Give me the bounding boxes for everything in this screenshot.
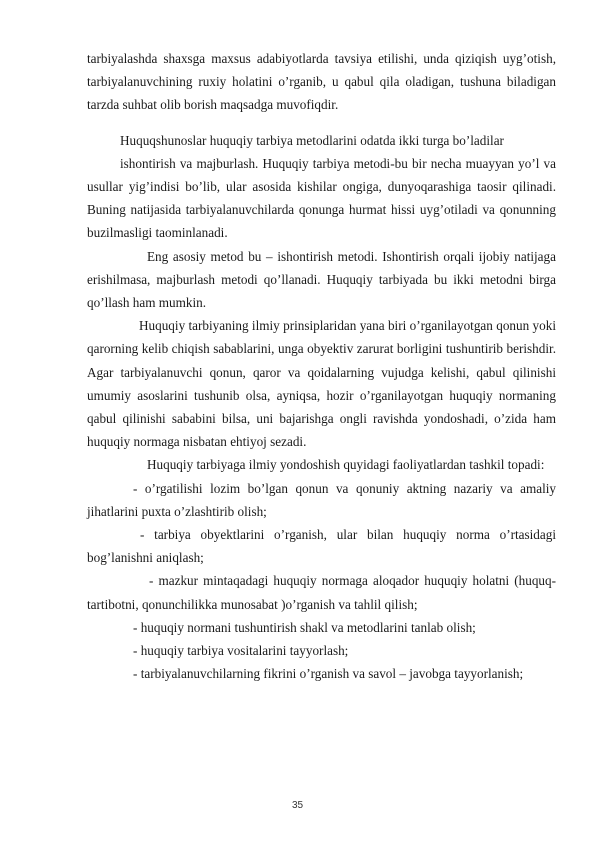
paragraph-intro: tarbiyalashda shaxsga maxsus adabiyotlarda tavsiya etilishi, unda qiziqish uyg’otish, tarbiyalanuvchining ruxiy holatini o’rganib, u qabul qila oladigan, tushuna biladigan tarzda suhbat olib borish maqsadga muvofiqdir. [87,51,556,113]
list-item: - o’rgatilishi lozim bo’lgan qonun va qonuniy aktning nazariy va amaliy jihatlarini puxta o’zlashtirib olish; [87,480,556,519]
list-item: - mazkur mintaqadagi huquqiy normaga aloqador huquqiy holatni (huquq-tartibotni, qonunchilikka munosabat )o’rganish va tahlil qilish; [87,573,556,612]
paragraph-methods-heading: Huquqshunoslar huquqiy tarbiya metodlarini odatda ikki turga bo’ladilar [120,132,504,148]
list-item: - huquqiy normani tushuntirish shakl va metodlarini tanlab olish; [133,619,476,635]
list-item: - tarbiya obyektlarini o’rganish, ular bilan huquqiy norma o’rtasidagi bog’lanishni aniqlash; [87,527,556,566]
paragraph-persuasion-coercion: ishontirish va majburlash. Huquqiy tarbiya metodi-bu bir necha muayyan yo’l va usullar yig’indisi bo’lib, ular asosida kishilar ongiga, dunyoqarashiga taosir qilinadi. Buning natijasida tarbiyalanuvchilarda qonunga hurmat hissi uyg’otiladi va qonunning buzilmasligi taominlanadi. [87,155,556,241]
paragraph-main-method: Eng asosiy metod bu – ishontirish metodi. Ishontirish orqali ijobiy natijaga erishilmasa, majburlash metodi qo’llanadi. Huquqiy tarbiyada bu ikki metodni birga qo’llash ham mumkin. [87,248,556,311]
list-item: - tarbiyalanuvchilarning fikrini o’rganish va savol – javobga tayyorlanish; [133,666,524,682]
document-page [87,47,556,685]
paragraph-scientific-principles: Huquqiy tarbiyaning ilmiy prinsiplaridan yana biri o’rganilayotgan qonun yoki qarorning kelib chiqish sabablarini, unga obyektiv zarurat borligini tushuntirib berishdir. Agar tarbiyalanuvchi qonun, qaror va qoidalarning vujudga kelishi, qabul qilinishi umumiy asoslarini tushunib olsa, ayniqsa, hozir o’rganilayotgan huquqiy normaning qabul qilinishi sababini bilsa, uni bajarishga ongli ravishda yondoshadi, o’zida ham huquqiy normaga nisbatan ehtiyoj sezadi. [87,318,556,450]
list-item: - huquqiy tarbiya vositalarini tayyorlash; [133,643,349,659]
page-number: 35 [291,800,304,811]
paragraph-activities-intro: Huquqiy tarbiyaga ilmiy yondoshish quyidagi faoliyatlardan tashkil topadi: [147,457,545,473]
